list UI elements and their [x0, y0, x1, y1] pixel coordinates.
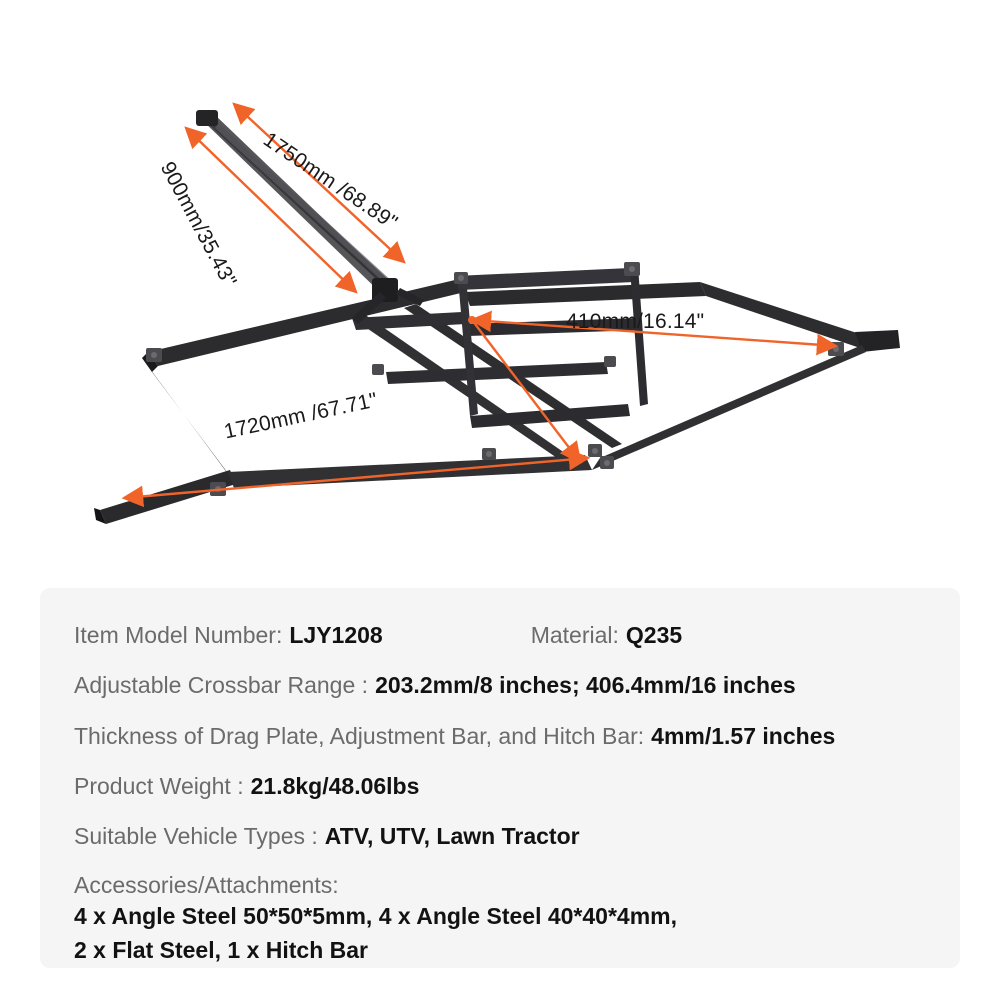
spec-value-model: LJY1208: [289, 622, 383, 648]
dimension-label-1720: 1720mm /67.71": [222, 388, 380, 444]
spec-label-material: Material:: [530, 622, 619, 648]
spec-label-model: Item Model Number:: [74, 622, 283, 648]
spec-row-accessories: [74, 872, 926, 966]
spec-label-accessories: Accessories/Attachments:: [74, 871, 339, 898]
spec-value-accessories-line1: 4 x Angle Steel 50*50*5mm, 4 x Angle Steel 40*40*4mm,: [74, 902, 677, 929]
spec-row-crossbar-range: [74, 670, 926, 700]
spec-row-weight: [74, 771, 926, 801]
dimension-label-1750: 1750mm /68.89": [259, 128, 402, 235]
spec-label-crossbar-range: Adjustable Crossbar Range :: [74, 672, 369, 699]
dimension-label-410: 410mm/16.14": [566, 310, 705, 333]
spec-value-material: Q235: [625, 622, 683, 648]
spec-row-vehicle-types: [74, 821, 926, 851]
spec-value-accessories-line2: 2 x Flat Steel, 1 x Hitch Bar: [74, 936, 369, 963]
spec-value-crossbar-range: 203.2mm/8 inches; 406.4mm/16 inches: [375, 672, 796, 699]
dimension-label-900: 900mm/35.43": [155, 158, 241, 291]
spec-row-model-material: [74, 620, 926, 650]
spec-value-vehicle-types: ATV, UTV, Lawn Tractor: [324, 823, 580, 850]
spec-value-weight: 21.8kg/48.06lbs: [250, 773, 420, 800]
spec-value-thickness: 4mm/1.57 inches: [651, 722, 836, 749]
spec-label-thickness: Thickness of Drag Plate, Adjustment Bar, and Hitch Bar:: [74, 722, 645, 749]
spec-row-thickness: [74, 721, 926, 751]
spec-label-weight: Product Weight :: [74, 773, 244, 800]
spec-label-vehicle-types: Suitable Vehicle Types :: [74, 823, 318, 850]
specification-panel: [40, 588, 960, 968]
